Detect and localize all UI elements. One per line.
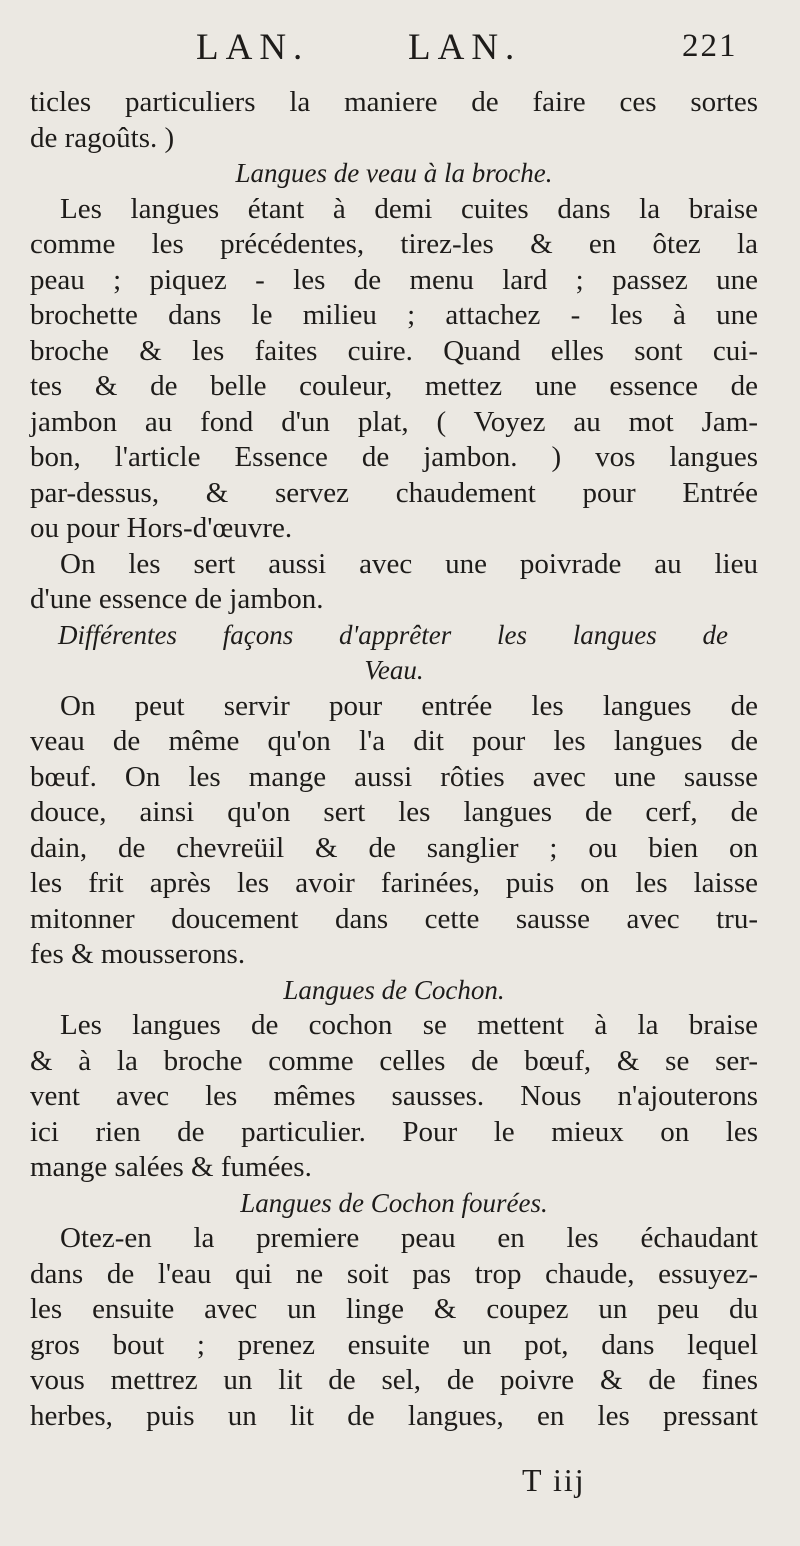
section-heading: Langues de Cochon fourées. [240, 1187, 548, 1218]
text-line: douce, ainsi qu'on sert les langues de cerf, de [30, 796, 758, 828]
text-line: veau de même qu'on l'a dit pour les langues de [30, 725, 758, 757]
running-header [0, 26, 800, 86]
text-line: bœuf. On les mange aussi rôties avec une sausse [30, 760, 758, 793]
text-line: mange salées & fumées. [30, 1151, 312, 1183]
text-line: brochette dans le milieu ; attachez - les à une [30, 299, 758, 331]
section-heading: Langues de veau à la broche. [235, 158, 553, 188]
text-line: mitonner doucement dans cette sausse avec tru- [30, 902, 758, 935]
text-line: broche & les faites cuire. Quand elles sont cui- [30, 334, 758, 367]
text-line: gros bout ; prenez ensuite un pot, dans lequel [30, 1328, 758, 1361]
text-line: ticles particuliers la maniere de faire ces sortes [30, 86, 758, 118]
text-line: bon, l'article Essence de jambon. ) vos langues [30, 441, 758, 473]
text-line: les frit après les avoir farinées, puis on les laisse [30, 867, 758, 899]
text-line: par-dessus, & servez chaudement pour Entrée [30, 476, 758, 509]
text-line: d'une essence de jambon. [30, 583, 324, 615]
section-heading: Langues de Cochon. [283, 974, 505, 1005]
text-line: comme les précédentes, tirez-les & en ôtez la [30, 228, 758, 260]
text-line: & à la broche comme celles de bœuf, & se ser- [30, 1044, 758, 1077]
paragraph-first-line: On peut servir pour entrée les langues de [60, 689, 758, 722]
text-line: fes & mousserons. [30, 938, 246, 970]
text-line: tes & de belle couleur, mettez une essence de [30, 370, 758, 402]
text-line: dans de l'eau qui ne soit pas trop chaude, essuyez- [30, 1257, 758, 1290]
paragraph-first-line: Les langues de cochon se mettent à la braise [60, 1009, 758, 1041]
running-title-right: LAN. [408, 27, 522, 68]
text-line: jambon au fond d'un plat, ( Voyez au mot Jam- [30, 405, 758, 438]
paragraph-first-line: Otez-en la premiere peau en les échaudant [60, 1222, 758, 1254]
text-line: peau ; piquez - les de menu lard ; passez une [30, 263, 758, 296]
paragraph-first-line: Les langues étant à demi cuites dans la braise [60, 192, 758, 225]
running-title-left: LAN. [196, 27, 310, 68]
page-body-text [30, 85, 758, 1434]
text-line: vous mettrez un lit de sel, de poivre & de fines [30, 1364, 758, 1396]
signature-mark: T iij [522, 1462, 586, 1498]
paragraph-first-line: On les sert aussi avec une poivrade au lieu [60, 547, 758, 580]
section-heading: Veau. [364, 655, 424, 685]
text-line: dain, de chevreüil & de sanglier ; ou bien on [30, 831, 758, 864]
text-line: herbes, puis un lit de langues, en les pressant [30, 1399, 758, 1432]
text-line: ici rien de particulier. Pour le mieux on les [30, 1115, 758, 1148]
text-line: vent avec les mêmes sausses. Nous n'ajouterons [30, 1080, 758, 1112]
page-number: 221 [682, 28, 738, 64]
section-heading: Différentes façons d'apprêter les langues de [58, 619, 728, 650]
text-line: les ensuite avec un linge & coupez un peu du [30, 1293, 758, 1325]
text-line: de ragoûts. ) [30, 121, 175, 154]
text-line: ou pour Hors-d'œuvre. [30, 512, 293, 544]
